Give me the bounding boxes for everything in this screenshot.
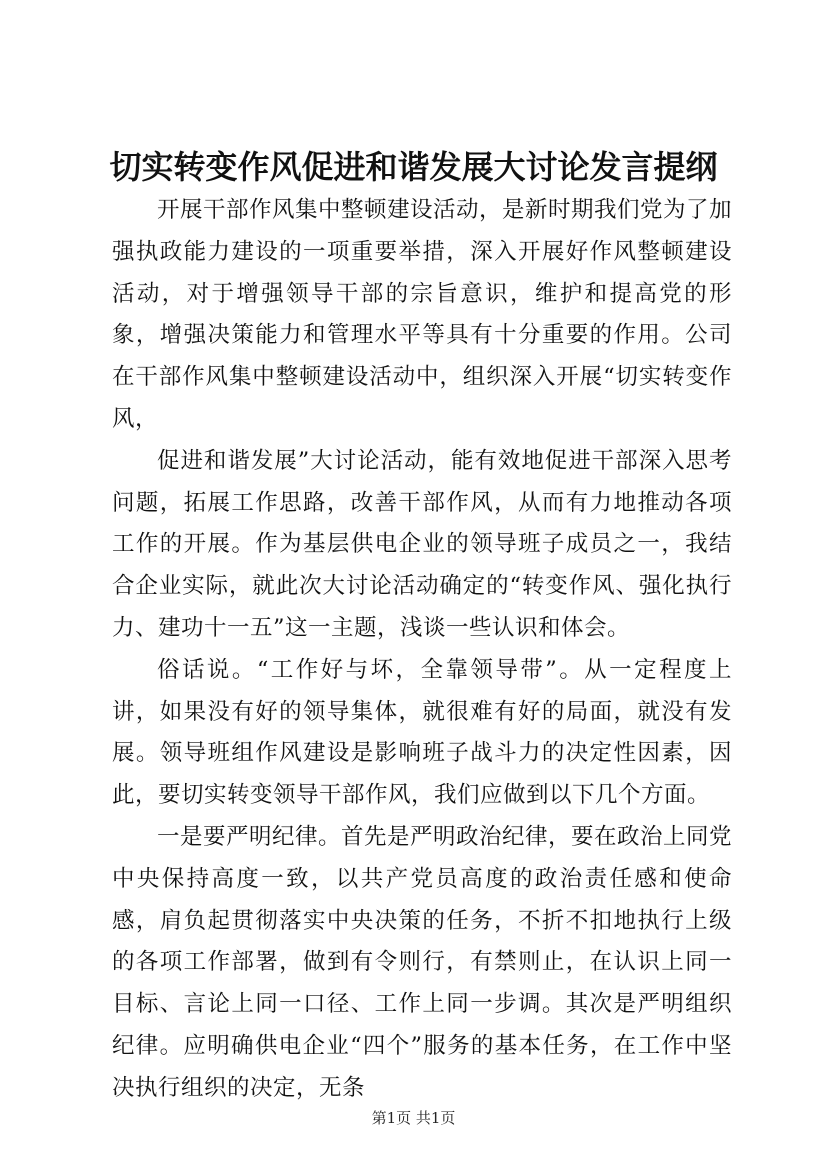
paragraph-3: 俗话说。“工作好与坏，全靠领导带”。从一定程度上讲，如果没有好的领导集体，就很难有好的局面，就没有发展。领导班组作风建设是影响班子战斗力的决定性因素，因此，要切实转变领导干部作风，我们应做到以下几个方面。 <box>112 656 732 809</box>
paragraph-2: 促进和谐发展”大讨论活动，能有效地促进干部深入思考问题，拓展工作思路，改善干部作风，从而有力地推动各项工作的开展。作为基层供电企业的领导班子成员之一，我结合企业实际，就此次大讨论活动确定的“转变作风、强化执行力、建功十一五”这一主题，浅谈一些认识和体会。 <box>112 447 732 641</box>
document-title: 切实转变作风促进和谐发展大讨论发言提纲 <box>109 148 718 186</box>
page-footer: 第1页 共1页 <box>371 1109 456 1127</box>
paragraph-1: 开展干部作风集中整顿建设活动，是新时期我们党为了加强执政能力建设的一项重要举措，深入开展好作风整顿建设活动，对于增强领导干部的宗旨意识，维护和提高党的形象，增强决策能力和管理水平等具有十分重要的作用。公司在干部作风集中整顿建设活动中，组织深入开展“切实转变作风， <box>112 197 733 432</box>
document-body <box>112 190 732 1110</box>
paragraph-4: 一是要严明纪律。首先是严明政治纪律，要在政治上同党中央保持高度一致，以共产党员高度的政治责任感和使命感，肩负起贯彻落实中央决策的任务，不折不扣地执行上级的各项工作部署，做到有令则行，有禁则止，在认识上同一目标、言论上同一口径、工作上同一步调。其次是严明组织纪律。应明确供电企业“四个”服务的基本任务，在工作中坚决执行组织的决定，无条 <box>112 823 733 1101</box>
